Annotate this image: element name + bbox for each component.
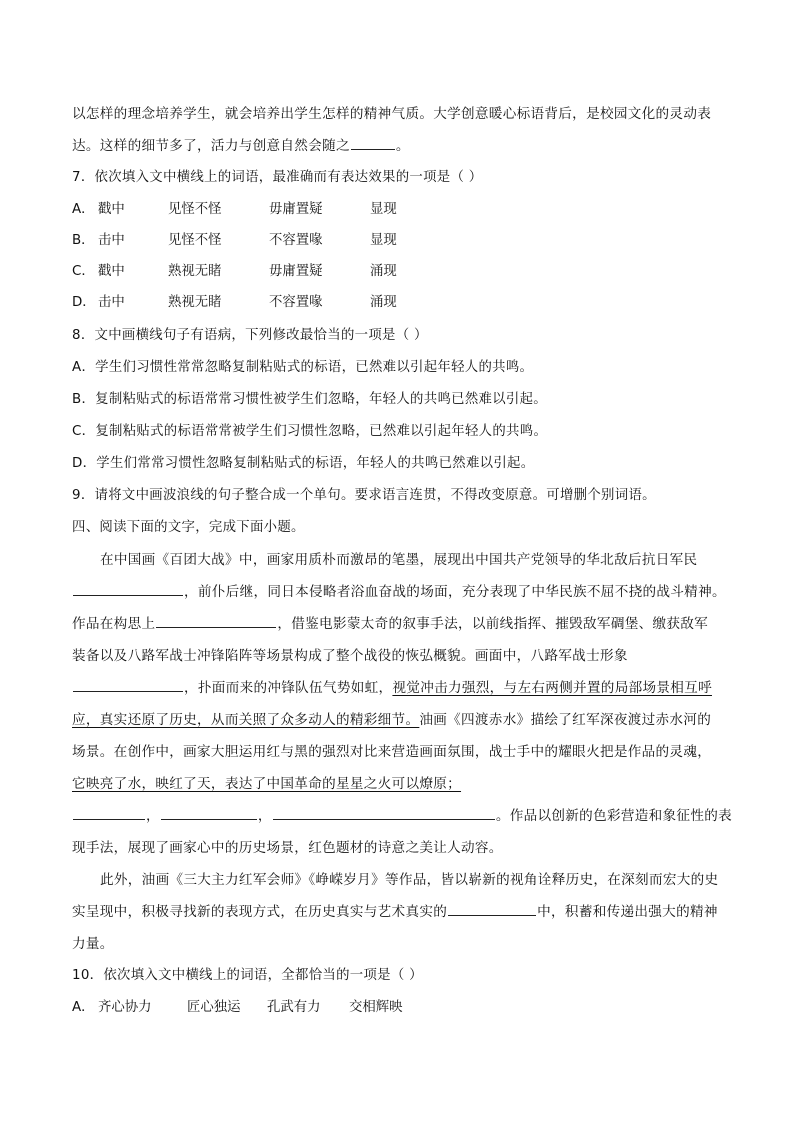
passage-text: 实呈现中，积极寻找新的表现方式，在历史真实与艺术真实的 [72,904,448,920]
passage-text: ， [257,808,272,824]
answer-blank [351,136,395,150]
option-label: A． [72,1000,95,1015]
passage-line: 此外，油画《三大主力红军会师》《峥嵘岁月》等作品，皆以崭新的视角诠释历史，在深刻而宏大的史 [100,872,719,888]
passage-line [72,900,722,920]
answer-blank [448,902,536,916]
passage-line: 装备以及八路军战士冲锋陷阵等场景构成了整个战役的恢弘概貌。画面中，八路军战士形象 [72,648,628,664]
passage-text: 油画《四渡赤水》描绘了红军深夜渡过赤水河的 [419,712,712,728]
underlined-sentence: 它映亮了水，映红了天，表达了中国革命的星星之火可以燎原； [72,776,462,792]
q8-option-a: A．学生们习惯性常常忽略复制粘贴式的标语，已然难以引起年轻人的共鸣。 [72,360,534,375]
q7-option-c [72,260,722,280]
passage-text: ， [146,808,160,824]
option-word: 毋庸置疑 [269,202,323,217]
passage-line: 力量。 [72,936,114,952]
passage-text: 作品在构思上 [72,616,156,632]
option-word: 显现 [370,202,397,217]
option-label: C． [72,264,95,279]
passage-text: ，前仆后继，同日本侵略者浴血奋战的场面，充分表现了中华民族不屈不挠的战斗精神。 [184,584,726,600]
passage-line [72,772,722,792]
question-10-stem: 10．依次填入文中横线上的词语，全都恰当的一项是（ ） [72,968,423,983]
option-word: 熟视无睹 [168,264,222,279]
underlined-sentence: 应，真实还原了历史，从而关照了众多动人的精彩细节。 [72,712,420,728]
passage-line [72,580,726,600]
passage-text: 中，积蓄和传递出强大的精神 [537,904,718,920]
option-word: 击中 [98,233,125,248]
option-word: 显现 [370,233,397,248]
option-word: 见怪不怪 [168,233,222,248]
q8-option-c: C．复制粘贴式的标语常常被学生们习惯性忽略，已然难以引起年轻人的共鸣。 [72,424,548,439]
passage-text: 。 [395,138,410,154]
option-word: 匠心独运 [187,1000,241,1015]
passage-line: 场景。在创作中，画家大胆运用红与黑的强烈对比来营造画面氛围，战士手中的耀眼火把是作品的灵魂， [72,744,712,760]
passage-text: 达。这样的细节多了，活力与创意自然会随之 [72,138,350,154]
option-word: 涌现 [370,264,397,279]
option-word: 涌现 [370,295,397,310]
option-word: 击中 [98,295,125,310]
passage-line [72,134,722,154]
q10-option-a [72,996,722,1016]
option-word: 戳中 [98,264,125,279]
option-word: 孔武有力 [267,1000,321,1015]
passage-text: ，借鉴电影蒙太奇的叙事手法，以前线指挥、摧毁敌军碉堡、缴获敌军 [277,616,709,632]
q7-option-b [72,229,722,249]
option-word: 见怪不怪 [168,202,222,217]
option-word: 交相辉映 [349,1000,403,1015]
q8-option-d: D．学生们常常习惯性忽略复制粘贴式的标语，年轻人的共鸣已然难以引起。 [72,456,535,471]
passage-line [72,708,722,728]
question-7-stem: 7．依次填入文中横线上的词语，最准确而有表达效果的一项是（ ） [72,170,483,185]
option-word: 齐心协力 [98,1000,152,1015]
answer-blank [73,678,183,692]
answer-blank [273,806,495,820]
question-9-stem: 9．请将文中画波浪线的句子整合成一个单句。要求语言连贯，不得改变原意。可增删个别词语。 [72,488,656,503]
answer-blank [73,806,145,820]
option-word: 不容置喙 [269,295,323,310]
q7-option-a [72,198,722,218]
passage-line: 现手法，展现了画家心中的历史场景，红色题材的诗意之美让人动容。 [72,840,503,856]
passage-line [72,676,722,696]
passage-line [72,612,722,632]
q8-option-b: B．复制粘贴式的标语常常习惯性被学生们忽略，年轻人的共鸣已然难以引起。 [72,392,547,407]
option-word: 熟视无睹 [168,295,222,310]
option-word: 毋庸置疑 [269,264,323,279]
option-label: B． [72,233,95,248]
section-heading: 四、阅读下面的文字，完成下面小题。 [72,520,305,535]
option-word: 不容置喙 [269,233,323,248]
passage-line [72,804,733,824]
option-label: A． [72,202,95,217]
passage-line: 以怎样的理念培养学生，就会培养出学生怎样的精神气质。大学创意暖心标语背后，是校园文化的灵动表 [72,106,712,122]
option-label: D． [72,295,96,310]
answer-blank [161,806,257,820]
underlined-sentence: 视觉冲击力强烈，与左右两侧并置的局部场景相互呼 [392,680,712,696]
passage-text: ，扑面而来的冲锋队伍气势如虹， [184,680,393,696]
q7-option-d [72,291,722,311]
answer-blank [73,582,183,596]
question-8-stem: 8．文中画横线句子有语病，下列修改最恰当的一项是（ ） [72,328,428,343]
answer-blank [156,614,276,628]
passage-text: 。作品以创新的色彩营造和象征性的表 [495,808,733,824]
option-word: 戳中 [98,202,125,217]
passage-line: 在中国画《百团大战》中，画家用质朴而激昂的笔墨，展现出中国共产党领导的华北敌后抗日军民 [100,552,698,568]
